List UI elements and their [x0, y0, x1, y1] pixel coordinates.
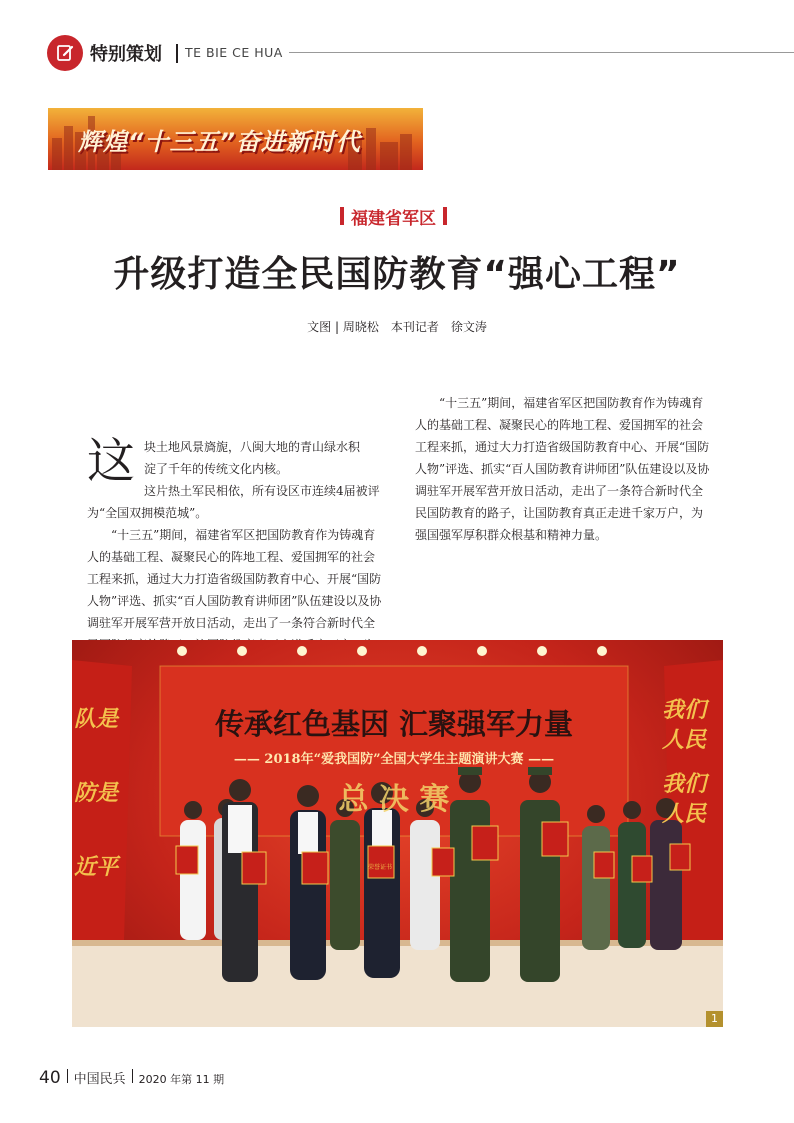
certificate-label: 荣誉证书 — [368, 864, 393, 871]
drop-cap: 这 — [87, 433, 136, 489]
section-bar-right — [443, 207, 447, 225]
left-slogan-line: 近平 — [74, 855, 119, 880]
section-label-text: 福建省军区 — [351, 208, 436, 229]
right-flag-slogan — [662, 696, 706, 830]
footer-divider — [132, 1069, 133, 1083]
article-title: 升级打造全民国防教育“强心工程” — [113, 254, 681, 295]
left-flag-slogan — [74, 698, 118, 890]
right-slogan-line: 我们 — [662, 698, 707, 723]
section-bar-left — [340, 207, 344, 225]
section-header-pinyin: TE BIE CE HUA — [185, 45, 283, 60]
stage-scene-graphic — [72, 640, 723, 1027]
event-photo — [72, 640, 723, 1027]
photo-number-badge: 1 — [706, 1011, 723, 1027]
paragraph-1: 这片热土军民相依，所有设区市连续4届被评为“全国双拥模范城”。 — [87, 484, 380, 520]
stage-screen-event: 总 决 赛 — [338, 782, 450, 817]
series-banner — [48, 108, 423, 170]
paragraph-2-part-2: “十三五”期间，福建省军区把国防教育作为铸魂育人的基础工程、凝聚民心的阵地工程、爱国拥军的社会工程来抓，通过大力打造省级国防教育中心、开展“国防人物”评选、抓实“百人国防教育讲师团”队伍建设以及协调驻军开展军营开放日活动，走出了一条符合新时代全民国防教育的路子，让国防教育真正走进千家万户，为强国强军厚积群众根基和精神力量。 — [415, 396, 710, 542]
left-slogan-line: 队是 — [74, 707, 119, 732]
dropcap-line-1: 块土地风景旖旎，八闽大地的青山绿水积 — [144, 440, 361, 454]
right-slogan-line: 我们 — [662, 772, 707, 797]
paragraph-2-part-1: “十三五”期间，福建省军区把国防教育作为铸魂育人的基础工程、凝聚民心的阵地工程、爱国拥军的社会工程来抓，通过大力打造省级国防教育中心、开展“国防人物”评选、抓实“百人国防教育讲师团”队伍建设以及协调驻军开展军营开放日活动，走出了一条符合新时代全 — [87, 528, 382, 630]
right-slogan-line: 人民 — [662, 802, 707, 827]
right-slogan-line: 人民 — [662, 728, 707, 753]
dropcap-line-2: 淀了千年的传统文化内核。 — [144, 462, 289, 476]
issue-label: 2020 年第 11 期 — [138, 1073, 225, 1086]
article-byline: 文图 | 周晓松 本刊记者 徐文涛 — [307, 320, 487, 334]
pen-edit-icon — [47, 35, 83, 71]
section-label — [340, 203, 447, 229]
publication-name: 中国民兵 — [73, 1072, 126, 1087]
footer-divider — [67, 1069, 68, 1083]
column-2-viewport — [415, 396, 712, 568]
page-number: 40 — [39, 1068, 61, 1088]
stage-screen-subtitle: —— 2018年“爱我国防”全国大学生主题演讲大赛 —— — [233, 752, 555, 767]
header-rule — [289, 52, 794, 53]
page-footer — [39, 1068, 224, 1088]
header-divider — [176, 44, 178, 63]
section-header-title: 特别策划 — [90, 44, 162, 65]
banner-title: 辉煌“十三五”奋进新时代 — [78, 128, 361, 156]
left-slogan-line: 防是 — [74, 781, 119, 806]
stage-screen-title: 传承红色基因 汇聚强军力量 — [214, 707, 574, 741]
